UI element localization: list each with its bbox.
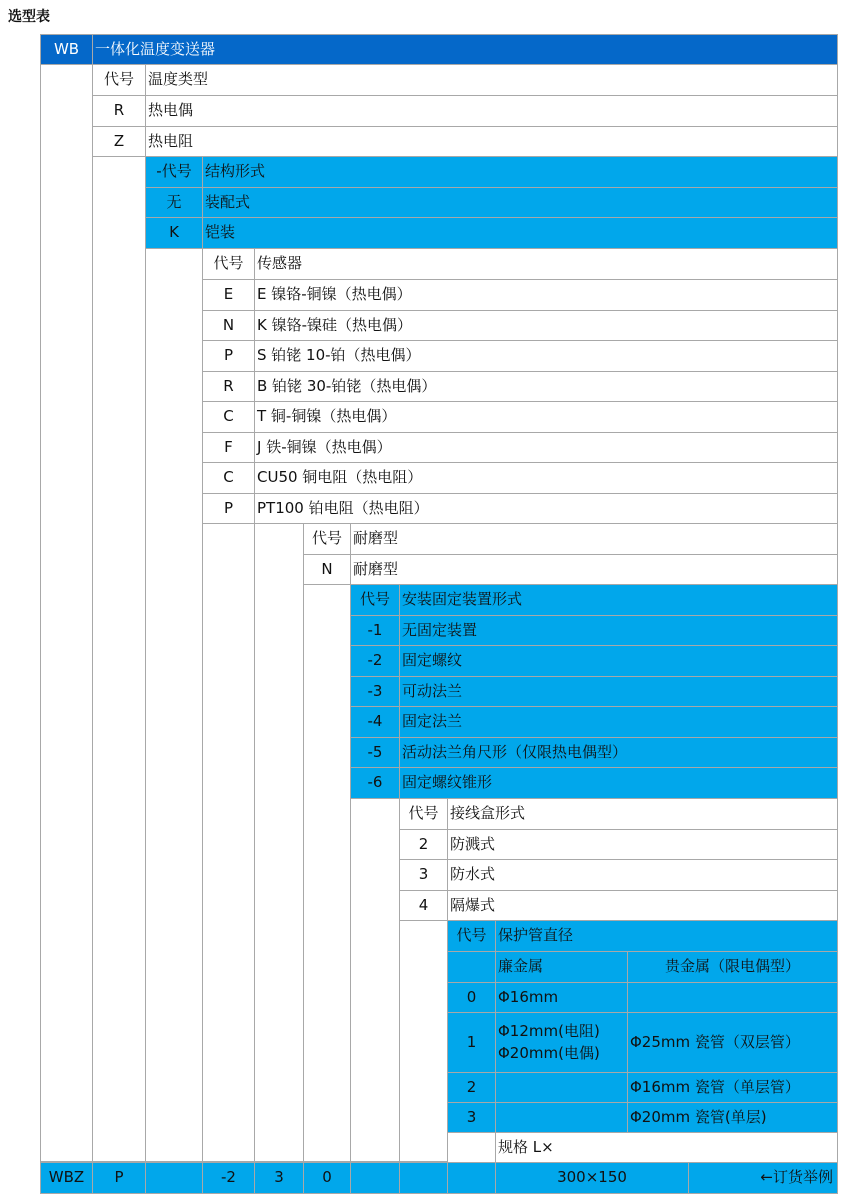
spacer-column-7 (350, 798, 400, 1162)
sensor-label: E 镍铬-铜镍（热电偶） (254, 279, 838, 311)
spacer-column-5 (254, 523, 304, 1162)
tube-base-line: Φ20mm(电偶) (498, 1043, 600, 1062)
footer-cell-8 (399, 1162, 448, 1194)
header-code-cell: WB (40, 34, 93, 65)
junction-head-label: 接线盒形式 (447, 798, 838, 830)
mount-label: 固定螺纹 (399, 645, 838, 677)
tube-base-value: Φ16mm (495, 982, 628, 1013)
mount-code: -2 (350, 645, 400, 677)
mount-head-label: 安装固定装置形式 (399, 584, 838, 616)
spec-label: 规格 L× (495, 1132, 838, 1163)
tube-base-line: Φ12mm(电阻) (498, 1021, 600, 1040)
tube-col-noble: 贵金属（限电偶型） (627, 951, 838, 983)
sensor-code: E (202, 279, 255, 311)
footer-cell-mount: 0 (303, 1162, 351, 1194)
tube-noble-value: Φ25mm 瓷管（双层管） (627, 1012, 838, 1073)
tube-code: 3 (447, 1102, 496, 1133)
temp-type-label: 热电偶 (145, 95, 838, 127)
structure-head-label: 结构形式 (202, 156, 838, 188)
sensor-code: C (202, 462, 255, 494)
header-label-cell: 一体化温度变送器 (92, 34, 838, 65)
sensor-label: B 铂铑 30-铂铑（热电偶） (254, 371, 838, 402)
temp-type-code: R (92, 95, 146, 127)
sensor-label: K 镍铬-镍硅（热电偶） (254, 310, 838, 341)
junction-code: 2 (399, 829, 448, 860)
sensor-label: S 铂铑 10-铂（热电偶） (254, 340, 838, 372)
sensor-label: T 铜-铜镍（热电偶） (254, 401, 838, 433)
temp-type-head-code: 代号 (92, 64, 146, 96)
mount-head-code: 代号 (350, 584, 400, 616)
tube-head-label: 保护管直径 (495, 920, 838, 952)
tube-noble-value (627, 982, 838, 1013)
sensor-code: F (202, 432, 255, 463)
tube-code: 1 (447, 1012, 496, 1073)
sensor-head-label: 传感器 (254, 248, 838, 280)
spacer-column-6 (303, 584, 351, 1162)
temp-type-head-label: 温度类型 (145, 64, 838, 96)
footer-cell-9 (447, 1162, 496, 1194)
footer-cell-order-example: ←订货举例 (688, 1162, 838, 1194)
wear-code: N (303, 554, 351, 585)
tube-code: 2 (447, 1072, 496, 1103)
mount-label: 活动法兰角尺形（仅限热电偶型） (399, 737, 838, 768)
structure-head-code: -代号 (145, 156, 203, 188)
mount-code: -1 (350, 615, 400, 646)
mount-code: -6 (350, 767, 400, 799)
structure-code: K (145, 217, 203, 249)
junction-label: 隔爆式 (447, 890, 838, 921)
mount-label: 可动法兰 (399, 676, 838, 707)
sensor-code: C (202, 401, 255, 433)
wear-label: 耐磨型 (350, 554, 838, 585)
tube-base-value (495, 1072, 628, 1103)
tube-noble-value: Φ16mm 瓷管（单层管） (627, 1072, 838, 1103)
spacer-column-4 (202, 523, 255, 1162)
left-spacer-column (40, 64, 93, 1162)
sensor-code: P (202, 340, 255, 372)
tube-subhead-blank (447, 951, 496, 983)
junction-label: 防水式 (447, 859, 838, 891)
sensor-code: N (202, 310, 255, 341)
footer-cell-temp-type: P (92, 1162, 146, 1194)
tube-noble-value: Φ20mm 瓷管(单层) (627, 1102, 838, 1133)
footer-cell-wear: 3 (254, 1162, 304, 1194)
structure-label: 装配式 (202, 187, 838, 218)
spacer-column-3 (145, 248, 203, 1162)
footer-cell-sensor: -2 (202, 1162, 255, 1194)
mount-code: -3 (350, 676, 400, 707)
tube-col-base: 廉金属 (495, 951, 628, 983)
tube-base-value (495, 1012, 628, 1073)
tube-base-value (495, 1102, 628, 1133)
structure-label: 铠装 (202, 217, 838, 249)
tube-head-code: 代号 (447, 920, 496, 952)
footer-cell-spec: 300×150 (495, 1162, 689, 1194)
sensor-label: PT100 铂电阻（热电阻） (254, 493, 838, 524)
mount-code: -5 (350, 737, 400, 768)
junction-head-code: 代号 (399, 798, 448, 830)
wear-head-label: 耐磨型 (350, 523, 838, 555)
mount-label: 固定螺纹锥形 (399, 767, 838, 799)
temp-type-code: Z (92, 126, 146, 157)
spec-blank (447, 1132, 496, 1163)
temp-type-label: 热电阻 (145, 126, 838, 157)
spacer-column-8 (399, 920, 448, 1162)
page-title: 选型表 (8, 9, 50, 25)
sensor-code: R (202, 371, 255, 402)
mount-label: 固定法兰 (399, 706, 838, 738)
sensor-head-code: 代号 (202, 248, 255, 280)
tube-code: 0 (447, 982, 496, 1013)
mount-label: 无固定装置 (399, 615, 838, 646)
structure-code: 无 (145, 187, 203, 218)
junction-label: 防溅式 (447, 829, 838, 860)
junction-code: 3 (399, 859, 448, 891)
footer-cell-structure (145, 1162, 203, 1194)
wear-head-code: 代号 (303, 523, 351, 555)
footer-cell-model: WBZ (40, 1162, 93, 1194)
footer-cell-7 (350, 1162, 400, 1194)
sensor-code: P (202, 493, 255, 524)
mount-code: -4 (350, 706, 400, 738)
sensor-label: CU50 铜电阻（热电阻） (254, 462, 838, 494)
junction-code: 4 (399, 890, 448, 921)
spacer-column-2 (92, 156, 146, 1162)
sensor-label: J 铁-铜镍（热电偶） (254, 432, 838, 463)
